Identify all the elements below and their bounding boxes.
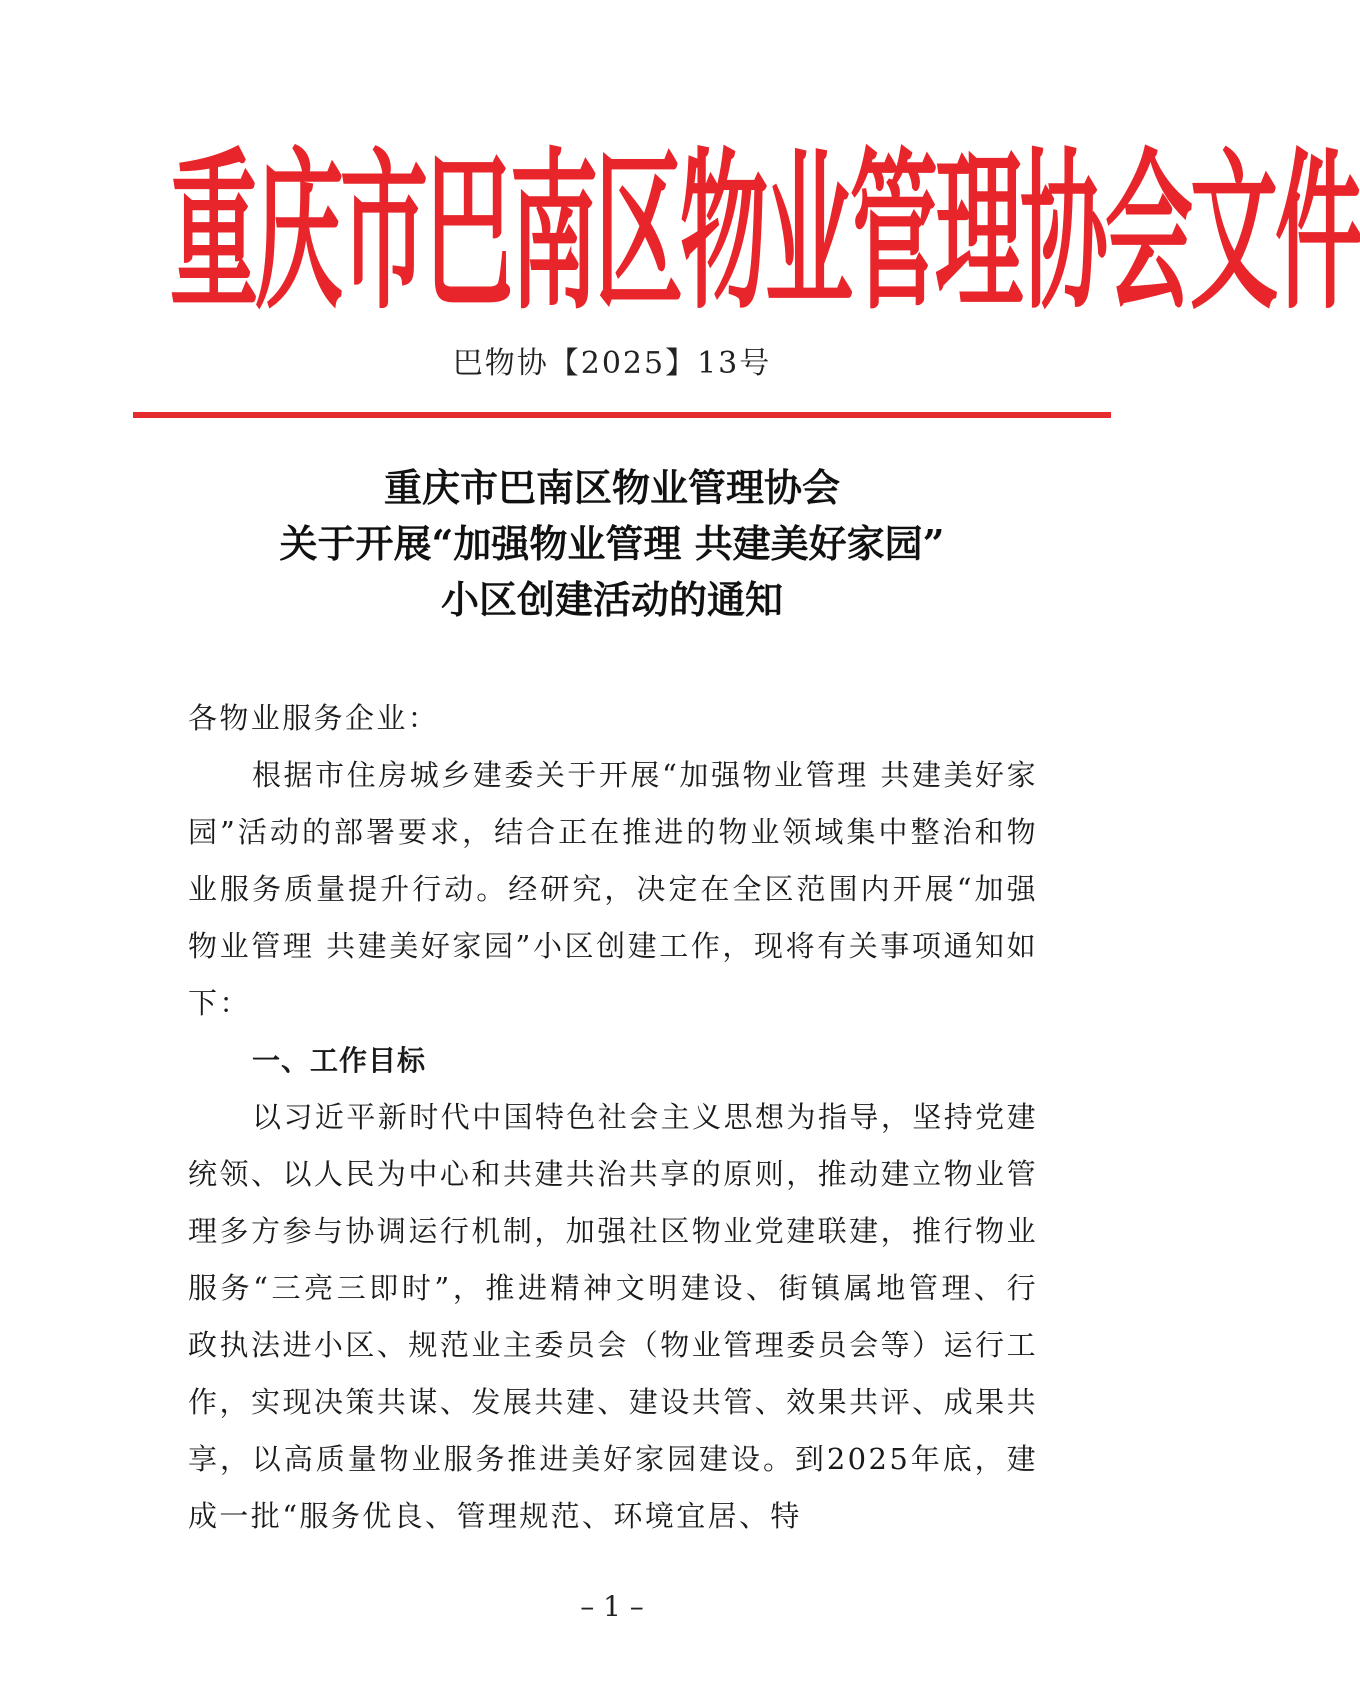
notice-title [0,460,1224,628]
notice-title-line-3: 小区创建活动的通知 [440,577,783,622]
notice-title-line-2: 关于开展“加强物业管理 共建美好家园” [279,521,945,566]
masthead-title [170,132,1360,333]
notice-body [188,690,1038,1545]
document-number: 巴物协【2025】13号 [452,346,772,381]
notice-title-line-1: 重庆市巴南区物业管理协会 [383,465,840,510]
salutation: 各物业服务企业： [188,701,440,735]
work-goals-paragraph: 以习近平新时代中国特色社会主义思想为指导，坚持党建统领、以人民为中心和共建共治共享的原则，推动建立物业管理多方参与协调运行机制，加强社区物业党建联建，推行物业服务“三亮三即时”，推进精神文明建设、街镇属地管理、行政执法进小区、规范业主委员会（物业管理委员会等）运行工作，实现决策共谋、发展共建、建设共管、效果共评、成果共享，以高质量物业服务推进美好家园建设。到2025年底，建成一批“服务优良、管理规范、环境宜居、特 [188,1100,1038,1533]
red-divider-line [133,412,1111,418]
masthead-title-text: 重庆市巴南区物业管理协会文件 [170,132,1360,333]
section-heading-work-goals: 一、工作目标 [252,1044,427,1077]
page-number: – 1 – [580,1590,644,1623]
intro-paragraph: 根据市住房城乡建委关于开展“加强物业管理 共建美好家园”活动的部署要求，结合正在推进的物业领域集中整治和物业服务质量提升行动。经研究，决定在全区范围内开展“加强物业管理 共建美好家园”小区创建工作，现将有关事项通知如下： [188,758,1038,1020]
